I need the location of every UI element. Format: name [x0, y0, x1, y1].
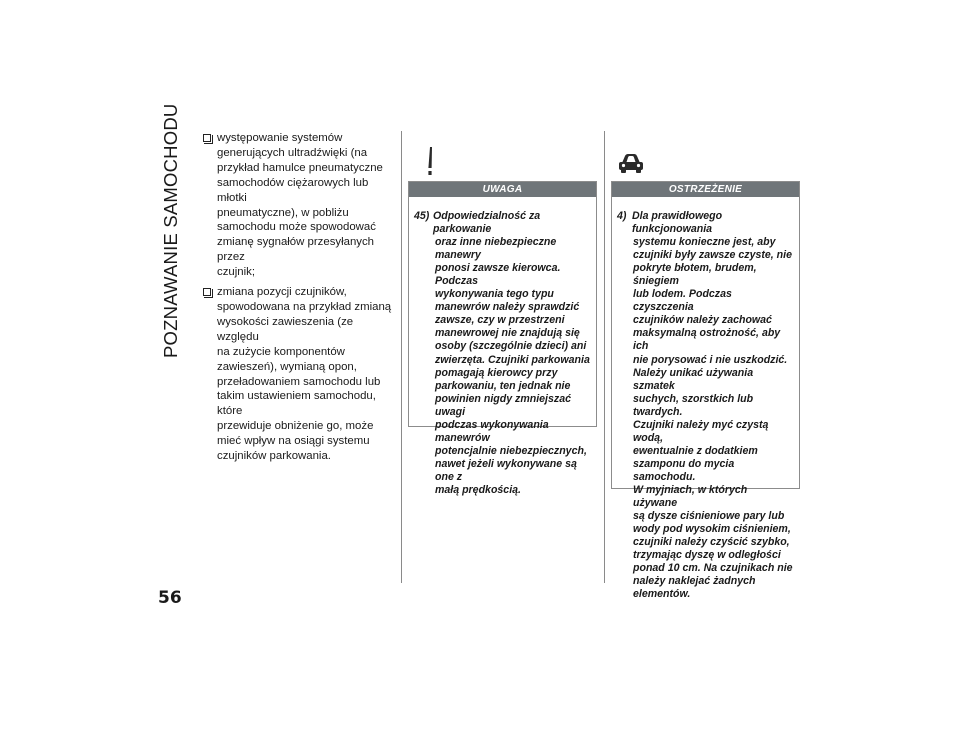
note-line: Odpowiedzialność za parkowanie [433, 210, 541, 236]
bullet-line: pneumatyczne), w pobliżu [217, 206, 349, 219]
ostrzezenie-body [612, 197, 799, 609]
note-line: potencjalnie niebezpiecznych, [435, 444, 587, 457]
column-divider [401, 131, 402, 583]
note-line: czujniki były zawsze czyste, nie [633, 249, 792, 262]
note-line: ponosi zawsze kierowca. Podczas [435, 262, 561, 288]
left-column [202, 131, 394, 469]
note-line: ponad 10 cm. Na czujnikach nie [633, 562, 793, 575]
bullet-line: przewiduje obniżenie go, może [217, 420, 374, 433]
bullet-item [202, 131, 394, 280]
bullet-line: mieć wpływ na osiągi systemu [217, 435, 370, 448]
bullet-line: przykład hamulce pneumatyczne [217, 161, 383, 174]
bullet-line: takim ustawieniem samochodu, które [217, 390, 376, 418]
note-line: parkowaniu, ten jednak nie [435, 379, 571, 392]
bullet-line: występowanie systemów [217, 132, 343, 144]
note-line: maksymalną ostrożność, aby ich [633, 327, 781, 353]
ostrzezenie-header: OSTRZEŻENIE [612, 182, 799, 197]
column-divider [604, 131, 605, 583]
note-line: szamponu do mycia samochodu. [633, 457, 735, 483]
note-line: pomagają kierowcy przy [435, 366, 558, 379]
note-line: elementów. [633, 588, 691, 601]
bullet-line: na zużycie komponentów [217, 345, 345, 358]
note-line: wykonywania tego typu [435, 288, 554, 301]
bullet-line: samochodu może spowodować [217, 221, 376, 234]
note-line: Należy unikać używania szmatek [633, 366, 754, 392]
note-line: Czujniki należy myć czystą wodą, [633, 418, 769, 444]
ostrzezenie-panel [611, 181, 800, 601]
section-title [160, 103, 190, 358]
note-line: lub lodem. Podczas czyszczenia [633, 288, 732, 314]
note-line: nawet jeżeli wykonywane są one z [435, 457, 577, 483]
page-number: 56 [158, 588, 182, 608]
bullet-line: samochodów ciężarowych lub młotki [217, 176, 369, 204]
note-line: ewentualnie z dodatkiem [633, 444, 758, 457]
note-line: W myjniach, w których używane [633, 483, 748, 510]
note-line: małą prędkością. [435, 483, 521, 496]
note-line: podczas wykonywania manewrów [435, 418, 549, 444]
note-line: oraz inne niebezpieczne manewry [435, 236, 557, 262]
bullet-line: generujących ultradźwięki (na [217, 146, 368, 159]
bullet-item [202, 285, 394, 464]
exclamation-warning-icon [413, 145, 447, 179]
bullet-line: zawieszeń), wymianą opon, [217, 360, 357, 373]
note-line: manewrowej nie znajdują się [435, 327, 580, 340]
note-line: wody pod wysokim ciśnieniem, [633, 523, 791, 536]
note-line: powinien nigdy zmniejszać uwagi [435, 392, 571, 418]
bullet-line: czujnik; [217, 266, 255, 279]
checkbox-bullet-icon [203, 288, 211, 296]
ostrzezenie-note [617, 210, 794, 601]
note-line: osoby (szczególnie dzieci) ani [435, 340, 587, 353]
bullet-line: przeładowaniem samochodu lub [217, 375, 381, 388]
bullet-line: czujników parkowania. [217, 450, 331, 463]
bullet-line: zmiana pozycji czujników, [217, 286, 347, 299]
bullet-line: spowodowana na przykład zmianą [217, 300, 392, 313]
note-line: zwierzęta. Czujniki parkowania [435, 353, 590, 366]
car-warning-icon [614, 145, 648, 179]
note-line: czujników należy zachować [633, 314, 772, 327]
uwaga-body [409, 197, 596, 505]
note-line: są dysze ciśnieniowe pary lub [633, 510, 785, 523]
note-line: Dla prawidłowego funkcjonowania [632, 210, 723, 236]
uwaga-note [414, 210, 591, 497]
bullet-line: wysokości zawieszenia (ze względu [217, 315, 354, 343]
note-line: należy naklejać żadnych [633, 575, 756, 588]
uwaga-header: UWAGA [409, 182, 596, 197]
checkbox-bullet-icon [203, 134, 211, 142]
note-line: trzymając dyszę w odległości [633, 549, 781, 562]
note-line: pokryte błotem, brudem, śniegiem [633, 262, 757, 288]
note-number: 45) [414, 210, 430, 222]
uwaga-panel [408, 181, 597, 496]
note-line: suchych, szorstkich lub twardych. [633, 392, 754, 418]
note-line: zawsze, czy w przestrzeni [435, 314, 565, 327]
note-line: nie porysować i nie uszkodzić. [633, 353, 788, 366]
note-line: czujniki należy czyścić szybko, [633, 536, 790, 549]
note-line: systemu konieczne jest, aby [633, 236, 776, 249]
section-title-text: POZNAWANIE SAMOCHODU [160, 103, 181, 358]
bullet-line: zmianę sygnałów przesyłanych przez [217, 236, 375, 264]
note-line: manewrów należy sprawdzić [435, 301, 580, 314]
note-number: 4) [617, 210, 627, 222]
